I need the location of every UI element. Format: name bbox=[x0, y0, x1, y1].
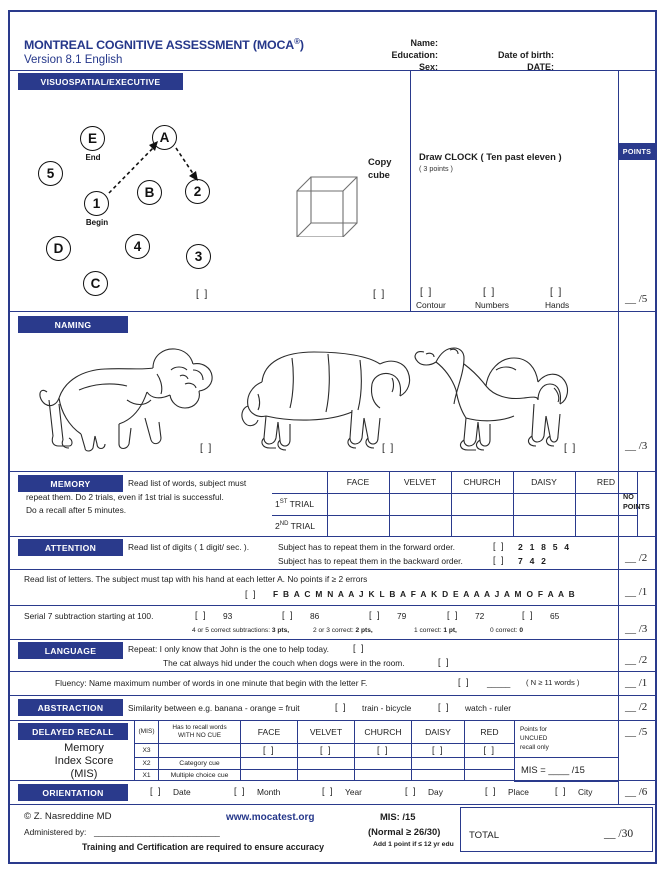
serial7-note-3: 1 correct: 1 pt, bbox=[414, 627, 457, 634]
attention-backward-digits: 7 4 2 bbox=[518, 556, 549, 566]
lion-figure bbox=[35, 340, 225, 455]
multiple-face-cell[interactable] bbox=[241, 769, 298, 781]
attention-letters-score[interactable]: __ /1 bbox=[625, 586, 648, 598]
multiple-daisy-cell[interactable] bbox=[412, 769, 465, 781]
naming-rhino-checkbox[interactable]: [ ] bbox=[382, 443, 395, 454]
fluency-points-divider bbox=[618, 672, 619, 695]
trail-node-A[interactable]: A bbox=[152, 125, 177, 150]
form-header bbox=[10, 12, 655, 70]
fluency-blank[interactable]: _____ bbox=[487, 678, 511, 688]
memory-trial1-daisy-cell[interactable] bbox=[513, 493, 575, 515]
recall-checkbox-church[interactable]: [ ] bbox=[355, 743, 412, 757]
orientation-day-label: Day bbox=[428, 787, 443, 797]
recall-checkbox-face[interactable]: [ ] bbox=[241, 743, 298, 757]
copy-cube-label bbox=[368, 155, 391, 181]
clock-numbers-label: Numbers bbox=[475, 300, 509, 310]
memory-word-table bbox=[272, 472, 638, 537]
trail-node-B[interactable]: B bbox=[137, 180, 162, 205]
memory-trial2-face-cell[interactable] bbox=[327, 515, 389, 537]
column-divider-clock bbox=[410, 71, 411, 311]
memory-trial1-label: 1ST TRIAL bbox=[272, 493, 327, 515]
memory-instruction-line1: Read list of words, subject must bbox=[128, 478, 247, 488]
delayed-recall-row-nocue[interactable] bbox=[135, 721, 619, 743]
attention-forward-checkbox[interactable]: [ ] bbox=[493, 541, 506, 551]
copy-cube-line2: cube bbox=[368, 169, 390, 180]
footer-normal-note: (Normal ≥ 26/30) bbox=[368, 826, 441, 837]
memory-section-label: MEMORY bbox=[18, 475, 123, 492]
attention-digits-section bbox=[10, 537, 655, 570]
mis-label-line2: Index Score bbox=[54, 755, 114, 767]
language-section-label: LANGUAGE bbox=[18, 642, 123, 659]
attention-letters-instruction: Read list of letters. The subject must tap with his hand at each letter A. No points if ≥ 2 errors bbox=[24, 574, 368, 584]
serial7-value-93: 93 bbox=[223, 611, 233, 621]
memory-trial1-row[interactable] bbox=[272, 493, 637, 515]
abstraction-item1-label: train - bicycle bbox=[362, 703, 412, 713]
clock-contour-checkbox[interactable]: [ ] bbox=[420, 287, 433, 298]
name-field-label[interactable]: Name: bbox=[410, 38, 438, 48]
category-red-cell[interactable] bbox=[465, 757, 515, 769]
language-repeat2-checkbox[interactable]: [ ] bbox=[438, 657, 451, 667]
multiple-velvet-cell[interactable] bbox=[298, 769, 355, 781]
language-repeat-sentence1: Repeat: I only know that John is the one to help today. bbox=[128, 644, 329, 654]
trail-node-D[interactable]: D bbox=[46, 236, 71, 261]
trail-node-C[interactable]: C bbox=[83, 271, 108, 296]
recall-word-red: RED bbox=[465, 721, 515, 743]
memory-word-red: RED bbox=[575, 472, 637, 493]
date-field-label[interactable]: DATE: bbox=[527, 62, 554, 72]
abstraction-points-divider bbox=[618, 696, 619, 720]
serial7-checkbox-93[interactable]: [ ] bbox=[195, 610, 208, 620]
trail-begin-label: Begin bbox=[85, 218, 109, 227]
naming-points-divider bbox=[618, 312, 619, 471]
fluency-note: ( N ≥ 11 words ) bbox=[526, 678, 580, 687]
attention-backward-text: Subject has to repeat them in the backward order. bbox=[278, 556, 463, 566]
orientation-place-label: Place bbox=[508, 787, 529, 797]
attention-letters-points-divider bbox=[618, 570, 619, 605]
visuospatial-score[interactable]: __ /5 bbox=[625, 293, 648, 305]
cube-checkbox[interactable]: [ ] bbox=[373, 289, 386, 300]
serial7-note-4: 0 correct: 0 bbox=[490, 627, 523, 634]
clock-contour-label: Contour bbox=[416, 300, 446, 310]
points-column-header: POINTS bbox=[619, 143, 655, 160]
attention-letters-sequence: F B A C M N A A J K L B A F A K D E A A A J A M O F A A B bbox=[273, 589, 576, 599]
uncued-note-cell: Points for UNCUED recall only bbox=[515, 721, 619, 757]
orientation-city-label: City bbox=[578, 787, 593, 797]
recall-word-daisy: DAISY bbox=[412, 721, 465, 743]
copy-cube-line1: Copy bbox=[368, 156, 392, 167]
trail-checkbox[interactable]: [ ] bbox=[196, 289, 209, 300]
trail-node-E[interactable]: E bbox=[80, 126, 105, 151]
orientation-month-checkbox[interactable]: [ ] bbox=[234, 786, 247, 796]
orientation-month-label: Month bbox=[257, 787, 281, 797]
serial7-score[interactable]: __ /3 bbox=[625, 623, 648, 635]
sex-field-label[interactable]: Sex: bbox=[418, 62, 438, 72]
serial7-value-86: 86 bbox=[310, 611, 320, 621]
version-subtitle: Version 8.1 English bbox=[24, 54, 123, 66]
mis-label-line1: Memory bbox=[64, 742, 104, 754]
abstraction-item1-checkbox[interactable]: [ ] bbox=[335, 702, 348, 712]
total-score-value[interactable]: __ /30 bbox=[604, 828, 634, 840]
serial7-value-72: 72 bbox=[475, 611, 485, 621]
footer-mis-label[interactable]: MIS: /15 bbox=[380, 811, 416, 822]
serial7-checkbox-72[interactable]: [ ] bbox=[447, 610, 460, 620]
attention-serial7-section bbox=[10, 606, 655, 640]
abstraction-item2-checkbox[interactable]: [ ] bbox=[438, 702, 451, 712]
education-field-label[interactable]: Education: bbox=[391, 50, 438, 60]
column-divider-points bbox=[618, 71, 619, 311]
memory-word-header-row bbox=[272, 472, 637, 493]
delayed-recall-row-category[interactable] bbox=[135, 757, 619, 769]
recall-checkbox-velvet[interactable]: [ ] bbox=[298, 743, 355, 757]
orientation-year-checkbox[interactable]: [ ] bbox=[322, 786, 335, 796]
training-note: Training and Certification are required to ensure accuracy bbox=[82, 842, 324, 852]
category-daisy-cell[interactable] bbox=[412, 757, 465, 769]
multiplier-x1: X1 bbox=[135, 769, 159, 781]
serial7-points-divider bbox=[618, 606, 619, 639]
orientation-section-label: ORIENTATION bbox=[18, 784, 128, 801]
abstraction-section-label: ABSTRACTION bbox=[18, 699, 123, 716]
memory-word-velvet: VELVET bbox=[389, 472, 451, 493]
clock-numbers-checkbox[interactable]: [ ] bbox=[483, 287, 496, 298]
camel-figure bbox=[410, 334, 595, 456]
serial7-value-65: 65 bbox=[550, 611, 560, 621]
memory-word-daisy: DAISY bbox=[513, 472, 575, 493]
clock-instruction: Draw CLOCK ( Ten past eleven ) bbox=[419, 151, 562, 162]
trail-node-4[interactable]: 4 bbox=[125, 234, 150, 259]
total-score-box[interactable] bbox=[460, 807, 653, 852]
memory-no-points-line1: NO bbox=[623, 492, 634, 501]
category-face-cell[interactable] bbox=[241, 757, 298, 769]
orientation-score[interactable]: __ /6 bbox=[625, 786, 648, 798]
form-footer bbox=[10, 805, 655, 864]
total-label: TOTAL bbox=[469, 830, 500, 841]
memory-trial2-red-cell[interactable] bbox=[575, 515, 637, 537]
serial7-note-1: 4 or 5 correct subtractions: 3 pts, bbox=[192, 627, 290, 634]
attention-digits-points-divider bbox=[618, 537, 619, 569]
attention-backward-checkbox[interactable]: [ ] bbox=[493, 555, 506, 565]
serial7-checkbox-79[interactable]: [ ] bbox=[369, 610, 382, 620]
attention-digits-instruction: Read list of digits ( 1 digit/ sec. ). bbox=[128, 542, 250, 552]
delayed-recall-score[interactable]: __ /5 bbox=[625, 726, 648, 738]
delayed-recall-section bbox=[10, 721, 655, 781]
memory-word-face: FACE bbox=[327, 472, 389, 493]
naming-section bbox=[10, 312, 655, 472]
moca-sheet bbox=[8, 10, 657, 864]
orientation-points-divider bbox=[618, 781, 619, 804]
delayed-recall-points-divider bbox=[618, 721, 619, 780]
attention-letters-section bbox=[10, 570, 655, 606]
trail-node-1[interactable]: 1 bbox=[84, 191, 109, 216]
multiple-red-cell[interactable] bbox=[465, 769, 515, 781]
memory-trial1-face-cell[interactable] bbox=[327, 493, 389, 515]
abstraction-score[interactable]: __ /2 bbox=[625, 701, 648, 713]
serial7-instruction: Serial 7 subtraction starting at 100. bbox=[24, 611, 154, 621]
delayed-recall-section-label: DELAYED RECALL bbox=[18, 723, 128, 740]
multiplier-x2: X2 bbox=[135, 757, 159, 769]
language-repeat-score[interactable]: __ /2 bbox=[625, 654, 648, 666]
attention-section-label: ATTENTION bbox=[18, 539, 123, 556]
registered-mark: ® bbox=[294, 37, 300, 46]
trail-end-label: End bbox=[85, 153, 101, 162]
page-title: MONTREAL COGNITIVE ASSESSMENT (MOCA®) bbox=[24, 37, 304, 53]
website-link[interactable]: www.mocatest.org bbox=[226, 812, 315, 823]
serial7-checkbox-86[interactable]: [ ] bbox=[282, 610, 295, 620]
orientation-city-checkbox[interactable]: [ ] bbox=[555, 786, 568, 796]
memory-trial2-daisy-cell[interactable] bbox=[513, 515, 575, 537]
trail-node-5[interactable]: 5 bbox=[38, 161, 63, 186]
copyright-text: © Z. Nasreddine MD bbox=[24, 811, 112, 822]
language-repeat-sentence2: The cat always hid under the couch when dogs were in the room. bbox=[163, 658, 405, 668]
recall-word-velvet: VELVET bbox=[298, 721, 355, 743]
orientation-year-label: Year bbox=[345, 787, 362, 797]
abstraction-item2-label: watch - ruler bbox=[465, 703, 512, 713]
memory-points-divider bbox=[618, 472, 619, 536]
administered-by-blank[interactable]: ___________________________ bbox=[94, 827, 220, 837]
visuospatial-section-label: VISUOSPATIAL/EXECUTIVE bbox=[18, 73, 183, 90]
memory-trial2-velvet-cell[interactable] bbox=[389, 515, 451, 537]
category-cue-label: Category cue bbox=[159, 757, 241, 769]
orientation-date-checkbox[interactable]: [ ] bbox=[150, 786, 163, 796]
attention-forward-text: Subject has to repeat them in the forward order. bbox=[278, 542, 455, 552]
trail-node-3[interactable]: 3 bbox=[186, 244, 211, 269]
language-repeat1-checkbox[interactable]: [ ] bbox=[353, 643, 366, 653]
naming-score[interactable]: __ /3 bbox=[625, 440, 648, 452]
memory-trial2-church-cell[interactable] bbox=[451, 515, 513, 537]
category-velvet-cell[interactable] bbox=[298, 757, 355, 769]
multiple-choice-cue-label: Multiple choice cue bbox=[159, 769, 241, 781]
memory-trial2-row[interactable] bbox=[272, 515, 637, 537]
nocue-spacer-cell bbox=[159, 743, 241, 757]
recall-checkbox-red[interactable]: [ ] bbox=[465, 743, 515, 757]
cube-figure bbox=[283, 155, 375, 237]
abstraction-section bbox=[10, 696, 655, 721]
footer-edu-note: Add 1 point if ≤ 12 yr edu bbox=[373, 841, 454, 848]
memory-trial1-velvet-cell[interactable] bbox=[389, 493, 451, 515]
language-fluency-section bbox=[10, 672, 655, 696]
category-church-cell[interactable] bbox=[355, 757, 412, 769]
naming-camel-checkbox[interactable]: [ ] bbox=[564, 443, 577, 454]
multiple-church-cell[interactable] bbox=[355, 769, 412, 781]
fluency-instruction: Fluency: Name maximum number of words in one minute that begin with the letter F. bbox=[55, 678, 368, 688]
memory-trial1-church-cell[interactable] bbox=[451, 493, 513, 515]
recall-word-face: FACE bbox=[241, 721, 298, 743]
naming-lion-checkbox[interactable]: [ ] bbox=[200, 443, 213, 454]
clock-hands-label: Hands bbox=[545, 300, 570, 310]
visuospatial-section bbox=[10, 70, 655, 312]
naming-section-label: NAMING bbox=[18, 316, 128, 333]
serial7-note-2: 2 or 3 correct: 2 pts, bbox=[313, 627, 373, 634]
attention-letters-checkbox[interactable]: [ ] bbox=[245, 589, 258, 599]
orientation-day-checkbox[interactable]: [ ] bbox=[405, 786, 418, 796]
abstraction-instruction: Similarity between e.g. banana - orange = fruit bbox=[128, 703, 300, 713]
memory-no-points-line2: POINTS bbox=[623, 502, 650, 511]
clock-hands-checkbox[interactable]: [ ] bbox=[550, 287, 563, 298]
serial7-value-79: 79 bbox=[397, 611, 407, 621]
recall-word-church: CHURCH bbox=[355, 721, 412, 743]
mis-total-field[interactable]: MIS = ____ /15 bbox=[515, 757, 619, 781]
attention-forward-digits: 2 1 8 5 4 bbox=[518, 542, 572, 552]
fluency-score[interactable]: __ /1 bbox=[625, 677, 648, 689]
nocue-label-cell: Has to recall words WITH NO CUE bbox=[159, 721, 241, 743]
clock-drawing-area[interactable] bbox=[414, 176, 614, 276]
memory-section bbox=[10, 472, 655, 537]
recall-checkbox-daisy[interactable]: [ ] bbox=[412, 743, 465, 757]
language-repeat-points-divider bbox=[618, 640, 619, 671]
serial7-checkbox-65[interactable]: [ ] bbox=[522, 610, 535, 620]
rhinoceros-figure bbox=[232, 338, 417, 456]
language-repeat-section bbox=[10, 640, 655, 672]
memory-instruction-line3: Do a recall after 5 minutes. bbox=[26, 505, 127, 515]
mis-header-cell: (MIS) bbox=[135, 721, 159, 743]
fluency-checkbox[interactable]: [ ] bbox=[458, 677, 471, 687]
memory-trial2-label: 2ND TRIAL bbox=[272, 515, 327, 537]
memory-word-church: CHURCH bbox=[451, 472, 513, 493]
dob-field-label[interactable]: Date of birth: bbox=[498, 50, 554, 60]
delayed-recall-table bbox=[134, 721, 619, 782]
mis-label-line3: (MIS) bbox=[70, 768, 98, 780]
multiplier-x3: X3 bbox=[135, 743, 159, 757]
memory-instruction-line2: repeat them. Do 2 trials, even if 1st trial is successful. bbox=[26, 492, 224, 502]
orientation-place-checkbox[interactable]: [ ] bbox=[485, 786, 498, 796]
orientation-date-label: Date bbox=[173, 787, 191, 797]
trail-node-2[interactable]: 2 bbox=[185, 179, 210, 204]
clock-points-note: ( 3 points ) bbox=[419, 164, 453, 173]
orientation-section bbox=[10, 781, 655, 805]
attention-digits-score[interactable]: __ /2 bbox=[625, 552, 648, 564]
administered-by-label: Administered by: bbox=[24, 827, 87, 837]
